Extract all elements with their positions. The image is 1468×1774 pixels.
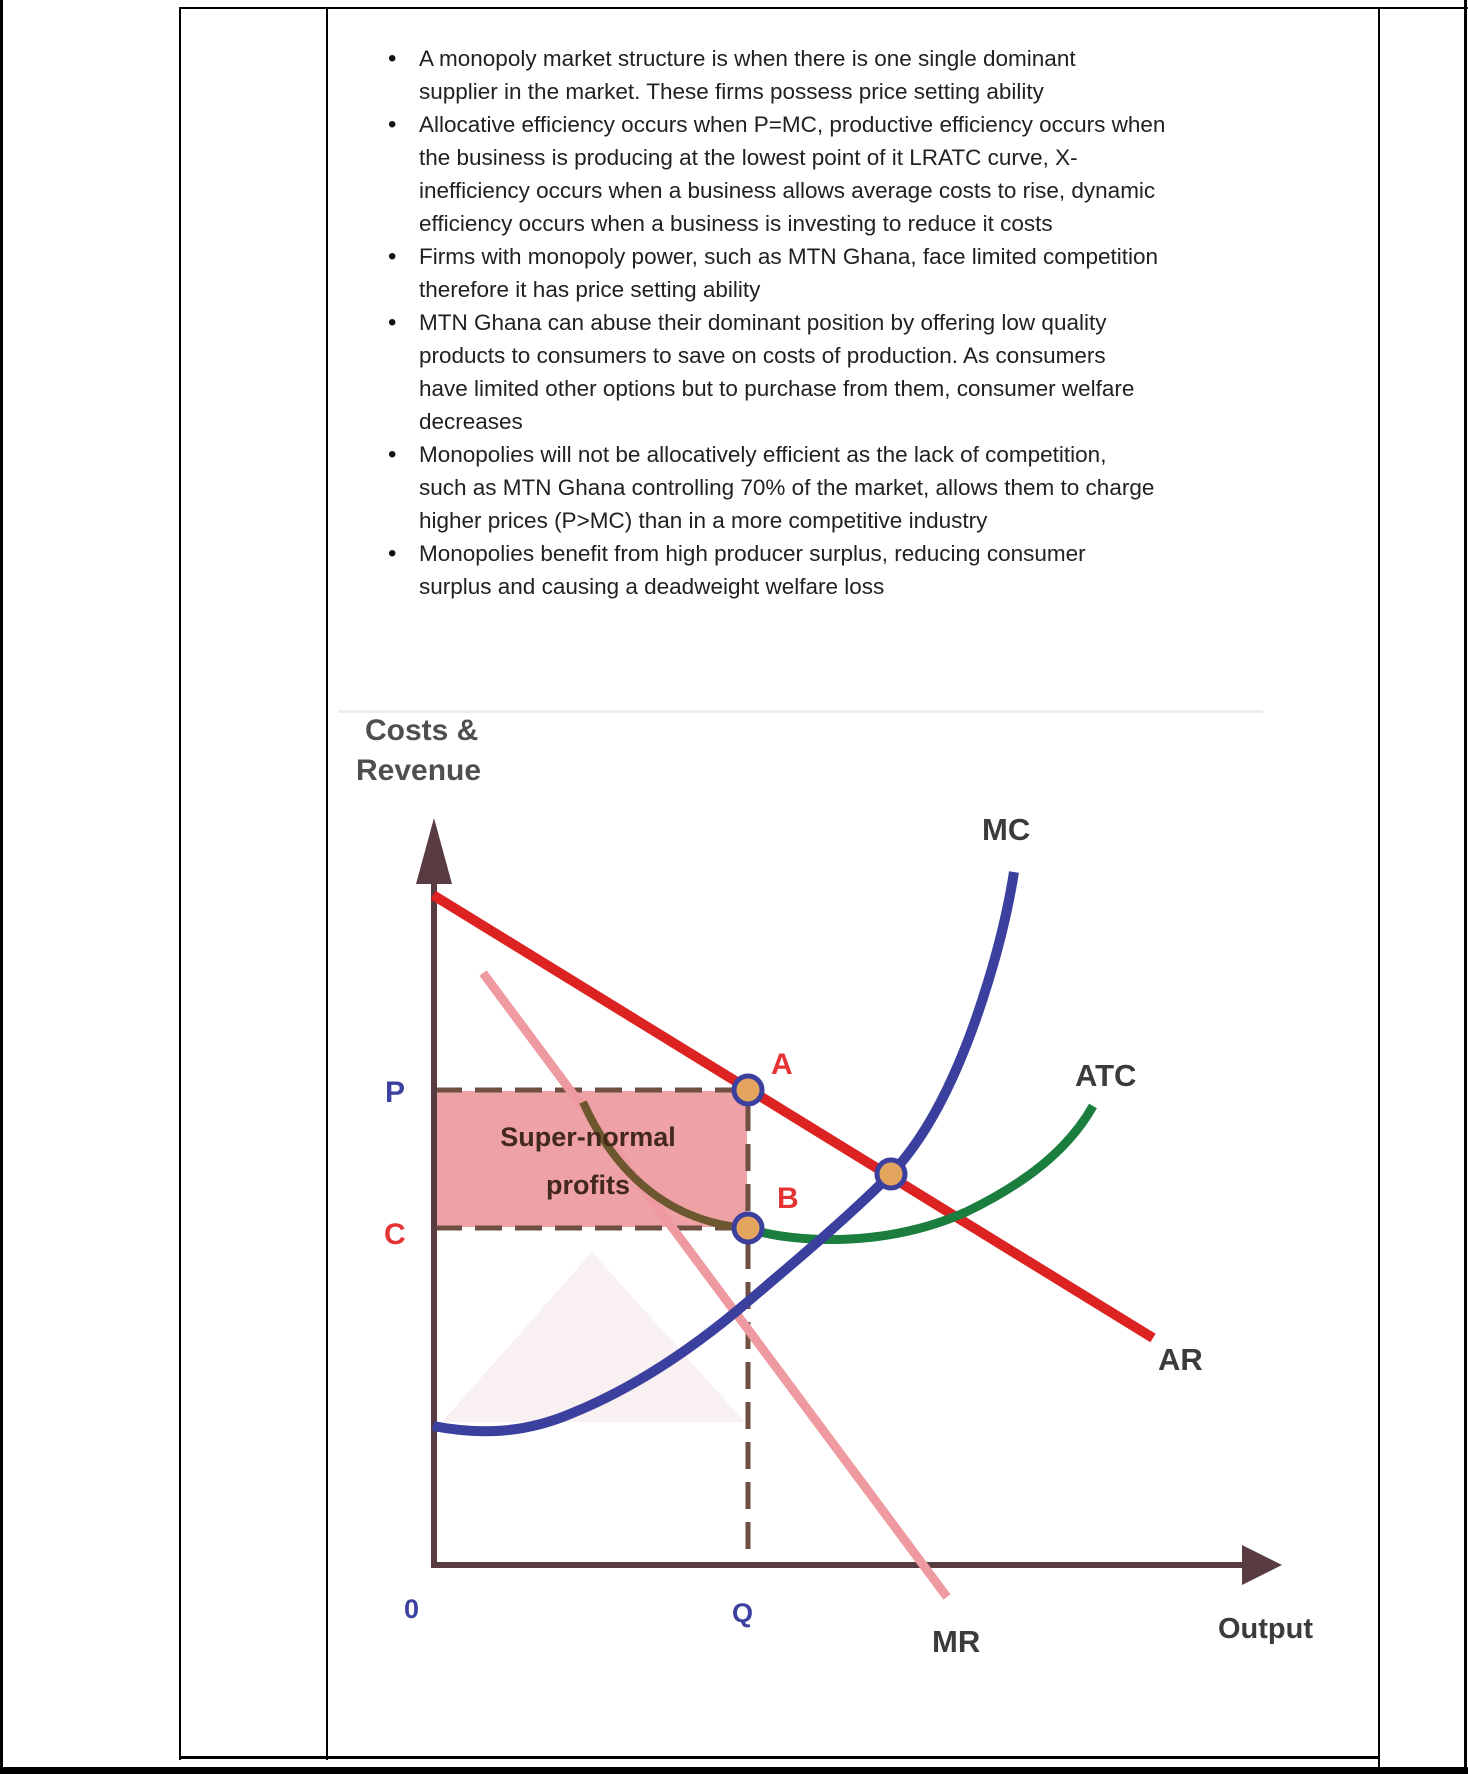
bullet-list — [386, 42, 1204, 603]
bullet-line: • MTN Ghana can abuse their dominant position by offering low quality — [419, 310, 1107, 335]
bullet-line: supplier in the market. These firms possess price setting ability — [419, 79, 1044, 104]
bullet-item — [386, 108, 1204, 240]
mc-curve-label: MC — [982, 812, 1031, 847]
point-b-marker — [734, 1214, 762, 1242]
atc-curve-label: ATC — [1075, 1058, 1137, 1093]
table-border-bottom — [179, 1756, 1379, 1759]
bullet-item — [386, 42, 1204, 108]
bullet-line: higher prices (P>MC) than in a more competitive industry — [419, 508, 988, 533]
bullet-line: • Monopolies will not be allocatively efficient as the lack of competition, — [419, 442, 1107, 467]
mc-ar-intersection-marker — [877, 1160, 905, 1188]
y-axis-label-line2: Revenue — [356, 754, 482, 787]
point-b-label: B — [777, 1182, 799, 1215]
figure-edge-artifact — [338, 710, 1263, 713]
monopoly-diagram — [330, 640, 1380, 1700]
bullet-line: surplus and causing a deadweight welfare loss — [419, 574, 885, 599]
bullet-line: efficiency occurs when a business is investing to reduce it costs — [419, 211, 1053, 236]
page-border-left — [0, 0, 3, 1774]
x-axis-label: Output — [1218, 1613, 1314, 1645]
profit-area-label-line1: Super-normal — [500, 1122, 676, 1152]
bullet-item — [386, 438, 1204, 537]
bullet-item — [386, 240, 1204, 306]
page-border-bottom — [0, 1767, 1468, 1774]
table-border-col1 — [179, 7, 181, 1760]
quantity-tick-label: Q — [732, 1598, 754, 1628]
bullet-line: inefficiency occurs when a business allows average costs to rise, dynamic — [419, 178, 1156, 203]
table-border-top — [179, 7, 1468, 9]
price-tick-label: P — [385, 1076, 406, 1109]
bullet-line: have limited other options but to purchase from them, consumer welfare — [419, 376, 1135, 401]
x-axis-arrow-icon — [1242, 1545, 1282, 1585]
point-a-marker — [734, 1076, 762, 1104]
bullet-line: therefore it has price setting ability — [419, 277, 761, 302]
y-axis-arrow-icon — [416, 818, 452, 884]
point-a-label: A — [771, 1048, 793, 1081]
bullet-line: • Allocative efficiency occurs when P=MC, productive efficiency occurs when — [419, 112, 1166, 137]
profit-area-label-line2: profits — [546, 1170, 630, 1200]
bullet-line: products to consumers to save on costs of production. As consumers — [419, 343, 1106, 368]
bullet-line: the business is producing at the lowest point of it LRATC curve, X- — [419, 145, 1078, 170]
bullet-item — [386, 537, 1204, 603]
page-border-right — [1464, 0, 1467, 1774]
bullet-item — [386, 306, 1204, 438]
table-border-col2 — [326, 7, 328, 1760]
origin-tick-label: 0 — [404, 1594, 420, 1624]
atc-curve — [746, 1106, 1093, 1240]
bullet-line: • Monopolies benefit from high producer surplus, reducing consumer — [419, 541, 1086, 566]
ar-curve-label: AR — [1158, 1342, 1203, 1377]
y-axis-label-line1: Costs & — [365, 714, 479, 747]
bullet-line: • Firms with monopoly power, such as MTN Ghana, face limited competition — [419, 244, 1159, 269]
bullet-line: • A monopoly market structure is when there is one single dominant — [419, 46, 1076, 71]
cost-tick-label: C — [384, 1218, 406, 1251]
bullet-line: such as MTN Ghana controlling 70% of the market, allows them to charge — [419, 475, 1155, 500]
mr-curve-label: MR — [932, 1624, 981, 1659]
bullet-line: decreases — [419, 409, 523, 434]
